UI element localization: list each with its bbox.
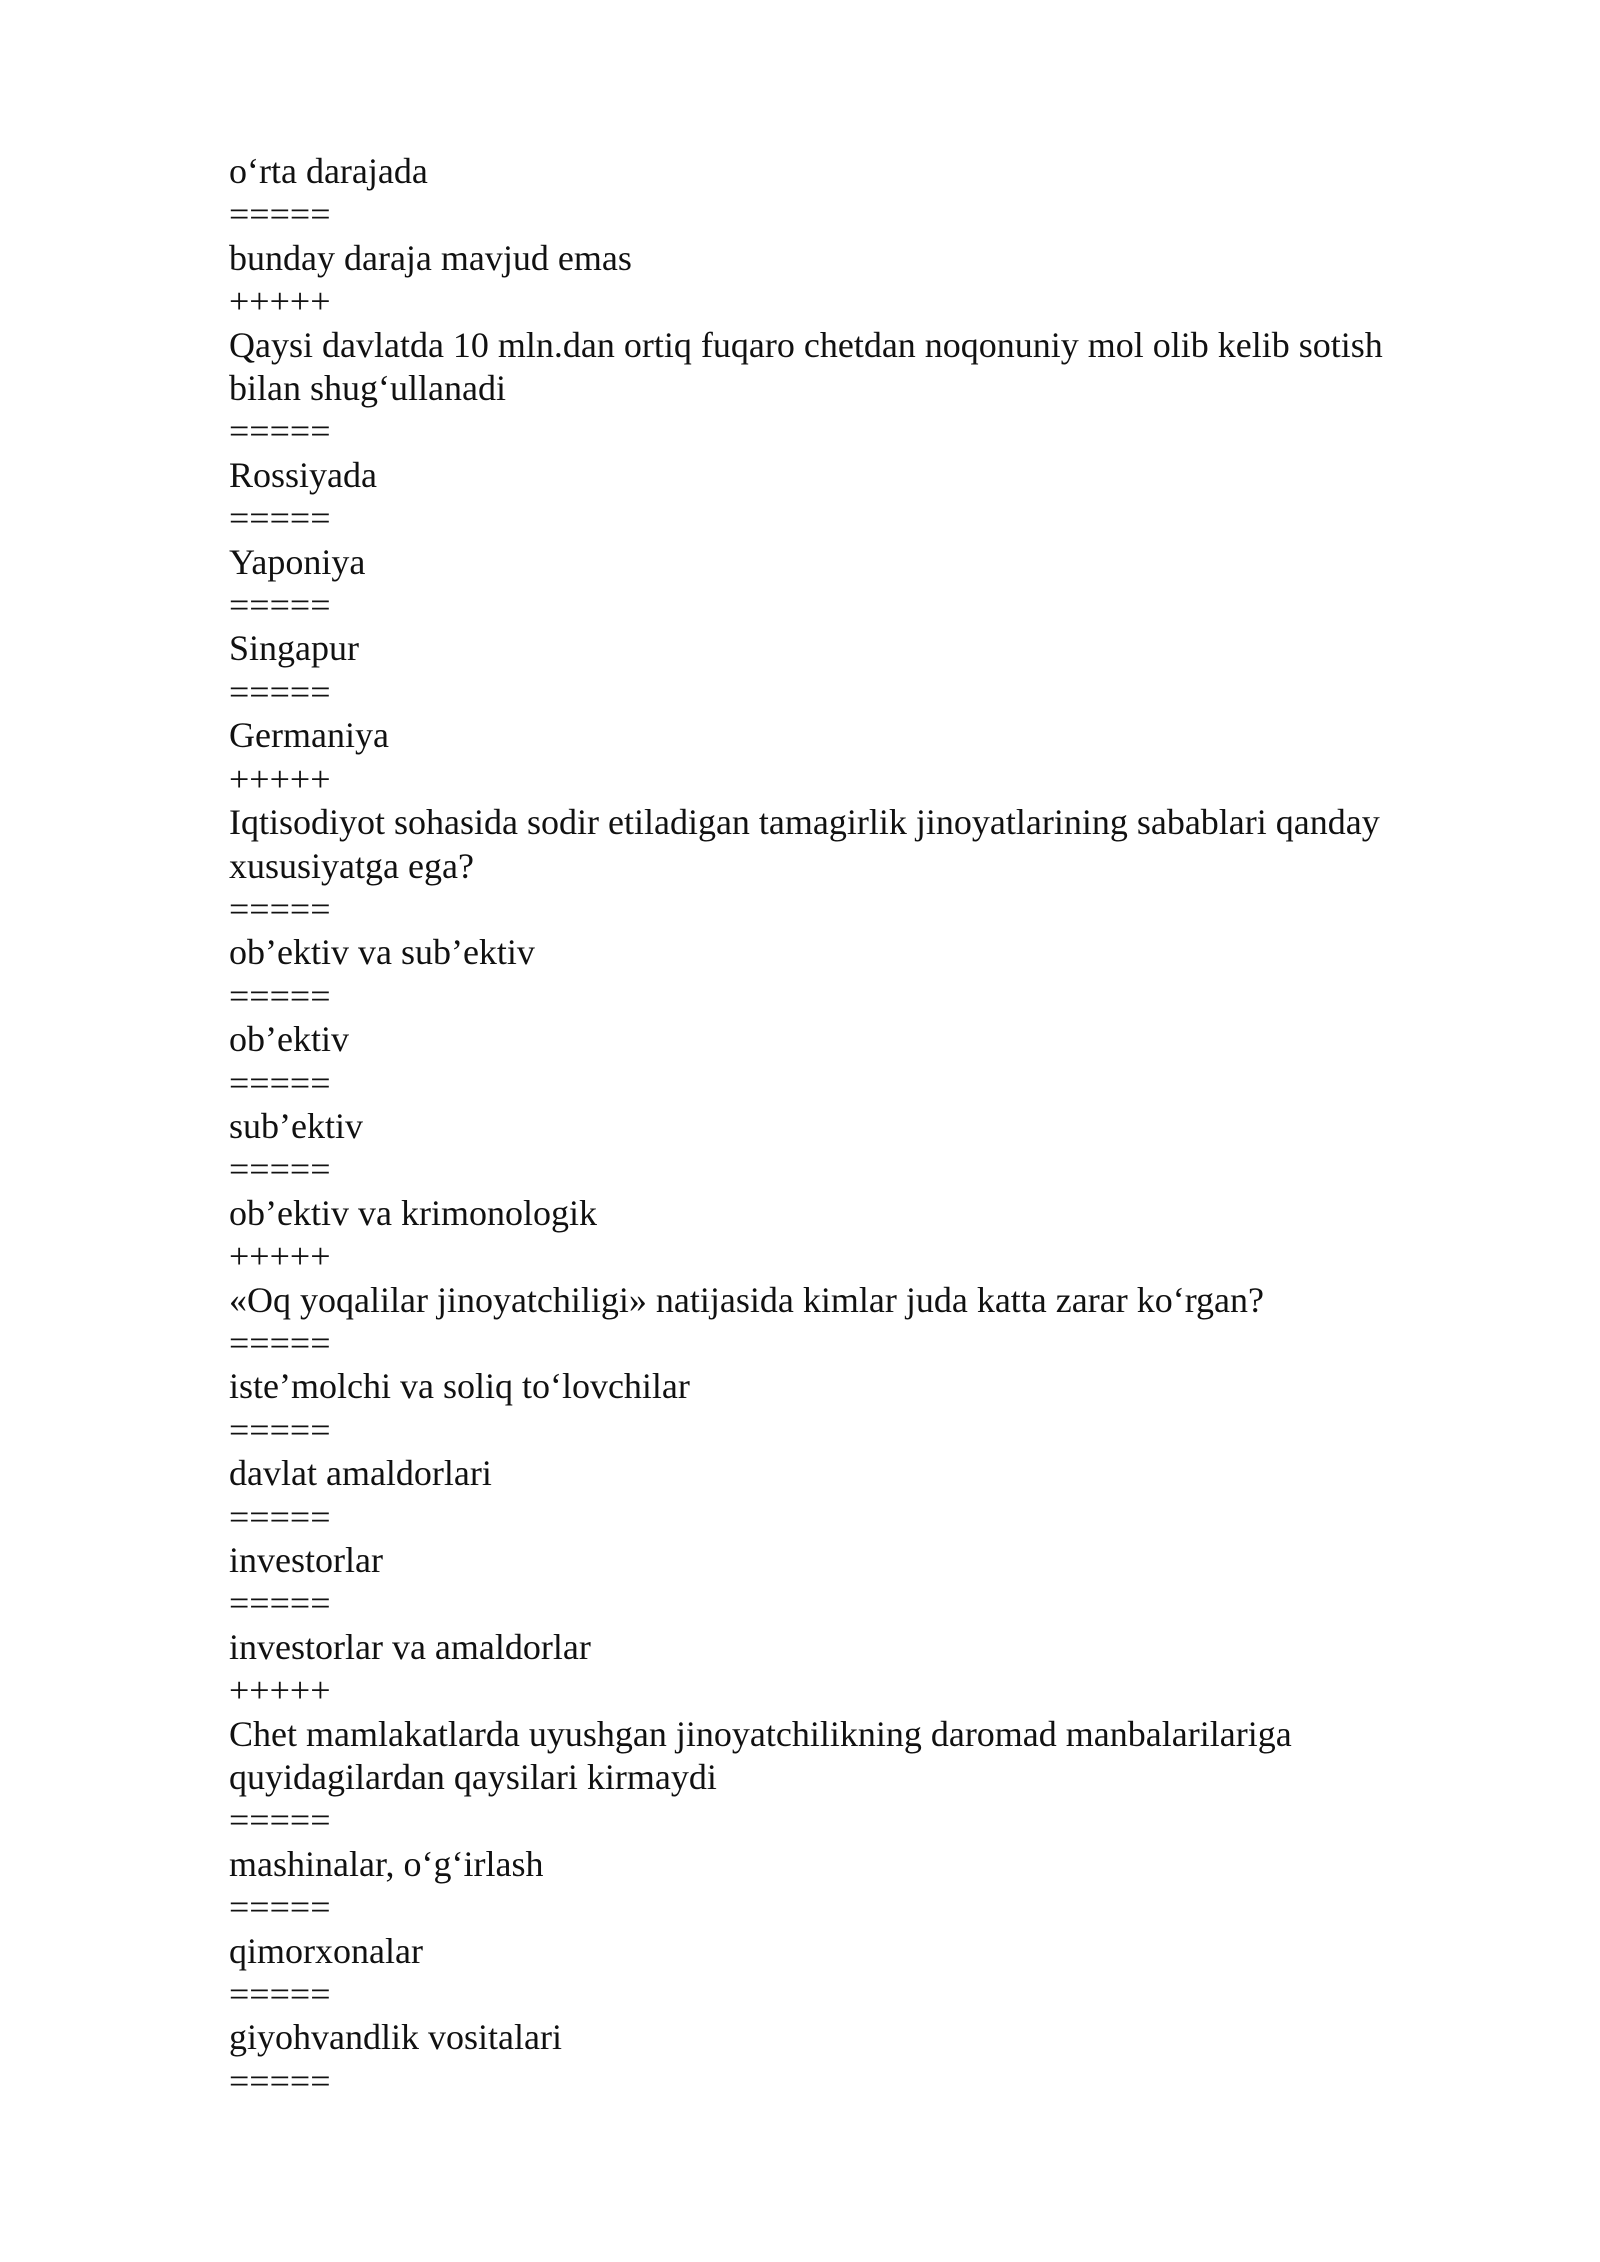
option-separator: ===== [229, 194, 331, 235]
answer-option-text: sub’ektiv [229, 1105, 363, 1146]
option-separator: ===== [229, 1322, 331, 1363]
question-separator: +++++ [229, 1236, 331, 1277]
option-separator: ===== [229, 2060, 331, 2101]
answer-option-text: ob’ektiv va krimonologik [229, 1192, 597, 1233]
question-text: quyidagilardan qaysilari kirmaydi [229, 1757, 717, 1798]
question-separator: +++++ [229, 1670, 331, 1711]
question-text: Qaysi davlatda 10 mln.dan ortiq fuqaro chetdan noqonuniy mol olib kelib sotish [229, 324, 1383, 365]
question-separator: +++++ [229, 758, 331, 799]
answer-option-text: mashinalar, o‘g‘irlash [229, 1843, 544, 1884]
answer-option-text: investorlar [229, 1540, 383, 1580]
answer-option-text: bunday daraja mavjud emas [229, 237, 632, 278]
option-separator: ===== [229, 1062, 331, 1103]
question-text: Iqtisodiyot sohasida sodir etiladigan tamagirlik jinoyatlarining sabablari qanday [229, 802, 1380, 843]
answer-option-text: Germaniya [229, 715, 389, 756]
document-body [229, 150, 1459, 2103]
question-text: xususiyatga ega? [229, 845, 474, 886]
question-text: bilan shug‘ullanadi [229, 368, 506, 409]
option-separator: ===== [229, 1583, 331, 1624]
answer-option-text: Singapur [229, 628, 359, 669]
answer-option-text: Rossiyada [229, 454, 377, 495]
answer-option-text: iste’molchi va soliq to‘lovchilar [229, 1366, 690, 1407]
answer-option-text: Yaponiya [229, 541, 366, 582]
option-separator: ===== [229, 1496, 331, 1537]
question-separator: +++++ [229, 281, 331, 322]
answer-option-text: davlat amaldorlari [229, 1453, 492, 1494]
answer-option-text: ob’ektiv [229, 1019, 349, 1060]
option-separator: ===== [229, 975, 331, 1016]
answer-option-text: o‘rta darajada [229, 151, 428, 191]
option-separator: ===== [229, 888, 331, 929]
option-separator: ===== [229, 671, 331, 712]
option-separator: ===== [229, 498, 331, 539]
answer-option-text: giyohvandlik vositalari [229, 2017, 562, 2058]
option-separator: ===== [229, 1409, 331, 1450]
option-separator: ===== [229, 1887, 331, 1928]
answer-option-text: qimorxonalar [229, 1930, 423, 1971]
option-separator: ===== [229, 411, 331, 452]
question-text: Chet mamlakatlarda uyushgan jinoyatchilikning daromad manbalarilariga [229, 1713, 1292, 1754]
option-separator: ===== [229, 1974, 331, 2015]
question-text: «Oq yoqalilar jinoyatchiligi» natijasida kimlar juda katta zarar ko‘rgan? [229, 1279, 1264, 1320]
answer-option-text: ob’ektiv va sub’ektiv [229, 932, 535, 973]
answer-option-text: investorlar va amaldorlar [229, 1626, 591, 1667]
option-separator: ===== [229, 1149, 331, 1190]
option-separator: ===== [229, 1800, 331, 1841]
option-separator: ===== [229, 585, 331, 626]
